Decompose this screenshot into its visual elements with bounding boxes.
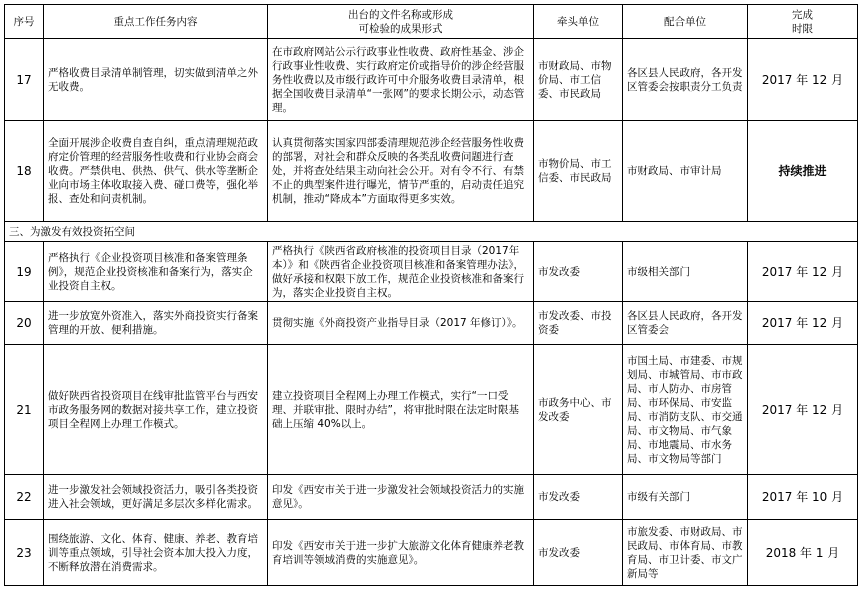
- row-docs: 严格执行《陕西省政府核准的投资项目目录（2017年本）》和《陕西省企业投资项目核准和备案管理办法》，做好承接和权限下放工作，规范企业投资核准和备案行为，落实企业投资自主权。: [268, 242, 534, 302]
- row-no: 21: [5, 345, 44, 475]
- task-table: [4, 4, 858, 586]
- row-lead: 市财政局、市物价局、市工信委、市民政局: [534, 39, 623, 121]
- row-no: 20: [5, 302, 44, 345]
- table-row: [5, 302, 858, 345]
- row-lead: 市发改委、市投资委: [534, 302, 623, 345]
- header-deadline: 完成 时限: [748, 5, 858, 39]
- row-docs: 认真贯彻落实国家四部委清理规范涉企经营服务性收费的部署，对社会和群众反映的各类乱收费问题进行查处，并将查处结果主动向社会公开。对有令不行、有禁不止的典型案件进行曝光，情节严重的，启动责任追究机制，推动“降成本”方面取得更多实效。: [268, 121, 534, 222]
- row-deadline: 2017 年 10 月: [748, 475, 858, 520]
- row-task: 进一步放宽外资准入，落实外商投资实行备案管理的开放、便利措施。: [44, 302, 268, 345]
- header-no: 序号: [5, 5, 44, 39]
- row-no: 22: [5, 475, 44, 520]
- section-row: [5, 222, 858, 242]
- table-row: [5, 121, 858, 222]
- row-coop: 市财政局、市审计局: [623, 121, 748, 222]
- row-coop: 各区县人民政府，各开发区管委会: [623, 302, 748, 345]
- row-lead: 市政务中心、市发改委: [534, 345, 623, 475]
- row-coop: 市国土局、市建委、市规划局、市城管局、市市政局、市人防办、市房管局、市环保局、市安监局、市消防支队、市交通局、市文物局、市气象局、市地震局、市水务局、市文物局等部门: [623, 345, 748, 475]
- row-task: 严格收费目录清单制管理，切实做到清单之外无收费。: [44, 39, 268, 121]
- header-lead: 牵头单位: [534, 5, 623, 39]
- row-lead: 市发改委: [534, 242, 623, 302]
- row-deadline: 2017 年 12 月: [748, 39, 858, 121]
- row-task: 围绕旅游、文化、体育、健康、养老、教育培训等重点领域，引导社会资本加大投入力度，不断释放潜在消费需求。: [44, 520, 268, 586]
- header-docs: 出台的文件名称或形成 可检验的成果形式: [268, 5, 534, 39]
- table-row: [5, 520, 858, 586]
- row-coop: 市级相关部门: [623, 242, 748, 302]
- row-coop: 各区县人民政府，各开发区管委会按职责分工负责: [623, 39, 748, 121]
- row-coop: 市级有关部门: [623, 475, 748, 520]
- table-row: [5, 39, 858, 121]
- row-task: 做好陕西省投资项目在线审批监管平台与西安市政务服务网的数据对接共享工作，建立投资项目全程网上办理工作模式。: [44, 345, 268, 475]
- row-task: 严格执行《企业投资项目核准和备案管理条例》，规范企业投资核准和备案行为，落实企业投资自主权。: [44, 242, 268, 302]
- header-coop: 配合单位: [623, 5, 748, 39]
- row-docs: 印发《西安市关于进一步扩大旅游文化体育健康养老教育培训等领域消费的实施意见》。: [268, 520, 534, 586]
- row-no: 17: [5, 39, 44, 121]
- row-docs: 贯彻实施《外商投资产业指导目录（2017 年修订）》。: [268, 302, 534, 345]
- row-coop: 市旅发委、市财政局、市民政局、市体育局、市教育局、市卫计委、市文广新局等: [623, 520, 748, 586]
- header-task: 重点工作任务内容: [44, 5, 268, 39]
- row-lead: 市发改委: [534, 520, 623, 586]
- row-no: 18: [5, 121, 44, 222]
- table-row: [5, 345, 858, 475]
- row-deadline: 2017 年 12 月: [748, 242, 858, 302]
- row-lead: 市物价局、市工信委、市民政局: [534, 121, 623, 222]
- row-deadline: 持续推进: [748, 121, 858, 222]
- row-docs: 印发《西安市关于进一步激发社会领域投资活力的实施意见》。: [268, 475, 534, 520]
- row-docs: 建立投资项目全程网上办理工作模式，实行“一口受理、并联审批、限时办结”，将审批时限在法定时限基础上压缩 40%以上。: [268, 345, 534, 475]
- row-task: 全面开展涉企收费自查自纠，重点清理规范政府定价管理的经营服务性收费和行业协会商会收费。严禁供电、供热、供气、供水等垄断企业向市场主体收取接入费、碰口费等，强化举报、查处和问责机制。: [44, 121, 268, 222]
- row-deadline: 2018 年 1 月: [748, 520, 858, 586]
- header-row: [5, 5, 858, 39]
- row-lead: 市发改委: [534, 475, 623, 520]
- row-no: 23: [5, 520, 44, 586]
- row-no: 19: [5, 242, 44, 302]
- table-row: [5, 242, 858, 302]
- table-row: [5, 475, 858, 520]
- row-deadline: 2017 年 12 月: [748, 345, 858, 475]
- row-task: 进一步激发社会领域投资活力，吸引各类投资进入社会领域，更好满足多层次多样化需求。: [44, 475, 268, 520]
- section-title: 三、为激发有效投资拓空间: [5, 222, 858, 242]
- row-docs: 在市政府网站公示行政事业性收费、政府性基金、涉企行政事业性收费、实行政府定价或指导价的涉企经营服务性收费以及市级行政许可中介服务收费目录清单，根据全国收费目录清单“一张网”的要求长期公示，动态管理。: [268, 39, 534, 121]
- row-deadline: 2017 年 12 月: [748, 302, 858, 345]
